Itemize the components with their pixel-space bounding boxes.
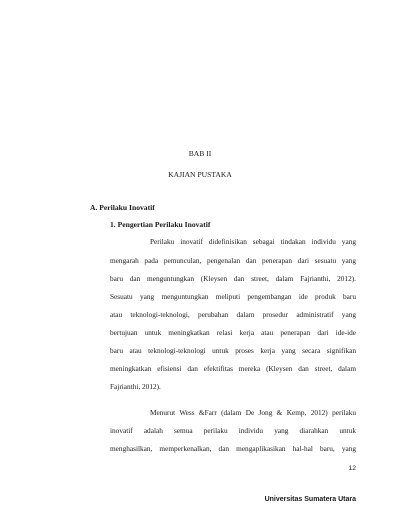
text-line: menghasilkan, memperkenalkan, dan mengaplikasikan hal-hal baru, yang <box>110 444 356 453</box>
text-line: bertujuan untuk meningkatkan relasi kerja atau penerapan dari ide-ide <box>110 328 356 337</box>
text-line: atau teknologi-teknologi, perubahan dalam prosedur administratif yang <box>110 310 356 319</box>
text-line: mengarah pada pemunculan, pengenalan dan penerapan dari sesuatu yang <box>110 256 356 265</box>
text-line: Perilaku inovatif didefinisikan sebagai tindakan individu yang <box>150 237 356 246</box>
subsection-heading: 1. Pengertian Perilaku Inovatif <box>110 220 211 229</box>
text-line: baru atau teknologi-teknologi untuk proses kerja yang secara signifikan <box>110 346 356 355</box>
text-line: inovatif adalah semua perilaku individu yang diarahkan untuk <box>110 426 356 435</box>
text-line: Fajrianthi, 2012). <box>110 382 161 391</box>
text-line: meningkatkan efisiensi dan efektifitas mereka (Kleysen dan street, dalam <box>110 364 356 373</box>
chapter-label: BAB II <box>188 149 212 158</box>
text-line: Menurut Wess &Farr (dalam De Jong & Kemp, 2012) perilaku <box>150 408 356 417</box>
page-number: 12 <box>348 465 356 472</box>
section-heading: A. Perilaku Inovatif <box>90 203 155 212</box>
chapter-title: KAJIAN PUSTAKA <box>168 170 232 179</box>
text-line: Sesuatu yang menguntungkan meliputi pengembangan ide produk baru <box>110 292 356 301</box>
footer-text: Universitas Sumatera Utara <box>264 496 356 503</box>
text-line: baru dan menguntungkan (Kleysen dan street, dalam Fajrianthi, 2012). <box>110 274 356 283</box>
